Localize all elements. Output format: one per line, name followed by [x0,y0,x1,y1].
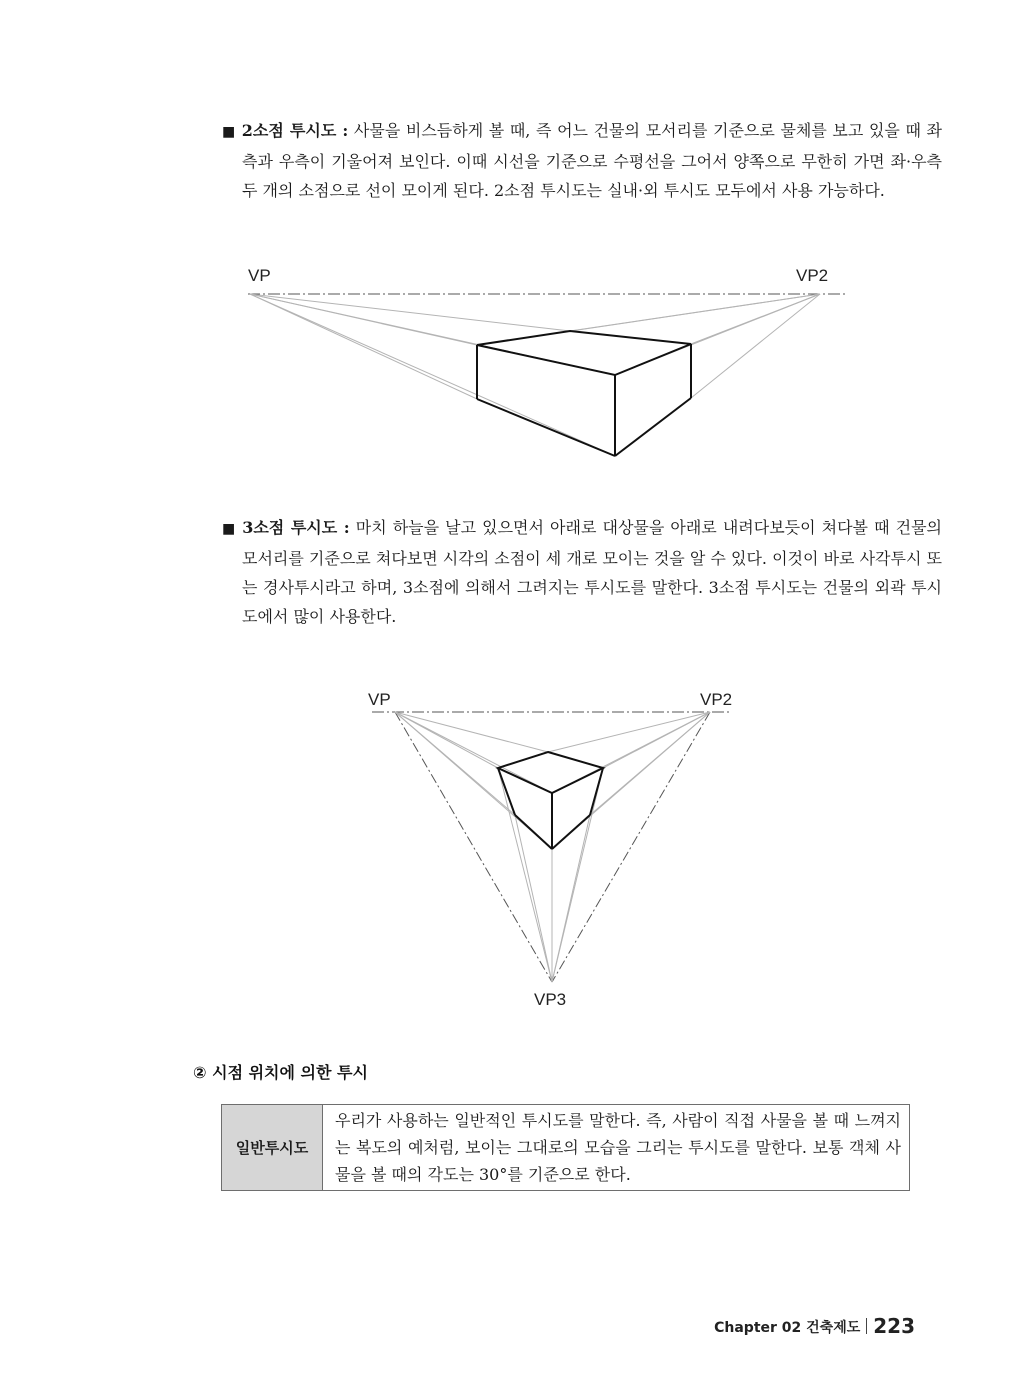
fig2-vp3-label: VP3 [534,990,567,1009]
definition-text: 우리가 사용하는 일반적인 투시도를 말한다. 즉, 사람이 직접 사물을 볼 때 느껴지는 복도의 예처럼, 보이는 그대로의 모습을 그리는 투시도를 말한다. 보통 객체 사물을 볼 때의 각도는 30°를 기준으로 한다. [323,1105,910,1191]
term-two-point: 2소점 투시도 : [241,121,349,140]
bullet-square-icon: ■ [222,521,237,537]
fig1-vp-label: VP [248,266,271,285]
fig1-guide-lines [250,294,820,456]
definition-term: 일반투시도 [222,1105,323,1191]
definition-table [221,1104,910,1191]
fig1-vp2-label: VP2 [796,266,829,285]
figure-three-point [368,690,732,1009]
page-footer [714,1314,915,1338]
figure-two-point [248,266,848,456]
footer-divider [866,1318,867,1334]
term-three-point: 3소점 투시도 : [242,518,350,537]
fig1-box [477,331,691,456]
paragraph-three-point [222,513,942,631]
bullet-square-icon: ■ [222,124,236,140]
page-number: 223 [873,1314,915,1338]
desc-three-point: 마치 하늘을 날고 있으면서 아래로 대상물을 아래로 내려다보듯이 쳐다볼 때 건물의 모서리를 기준으로 쳐다보면 시각의 소점이 세 개로 모이는 것을 알 수 있다. 이것이 바로 사각투시 또는 경사투시라고 하며, 3소점에 의해서 그려지는 투시도를 말한다. 3소점 투시도는 건물의 외곽 투시도에서 많이 사용한다. [242,518,942,626]
chapter-label: Chapter 02 건축제도 [714,1320,861,1336]
fig2-vp2-label: VP2 [700,690,733,709]
fig2-vp-label: VP [368,690,391,709]
section-heading: ② 시점 위치에 의한 투시 [193,1063,368,1082]
desc-two-point: 사물을 비스듬하게 볼 때, 즉 어느 건물의 모서리를 기준으로 물체를 보고 있을 때 좌측과 우측이 기울어져 보인다. 이때 시선을 기준으로 수평선을 그어서 양쪽으로 무한히 가면 좌·우측 두 개의 소점으로 선이 모이게 된다. 2소점 투시도는 실내·외 투시도 모두에서 사용 가능하다. [242,121,942,200]
table-row [222,1105,910,1191]
